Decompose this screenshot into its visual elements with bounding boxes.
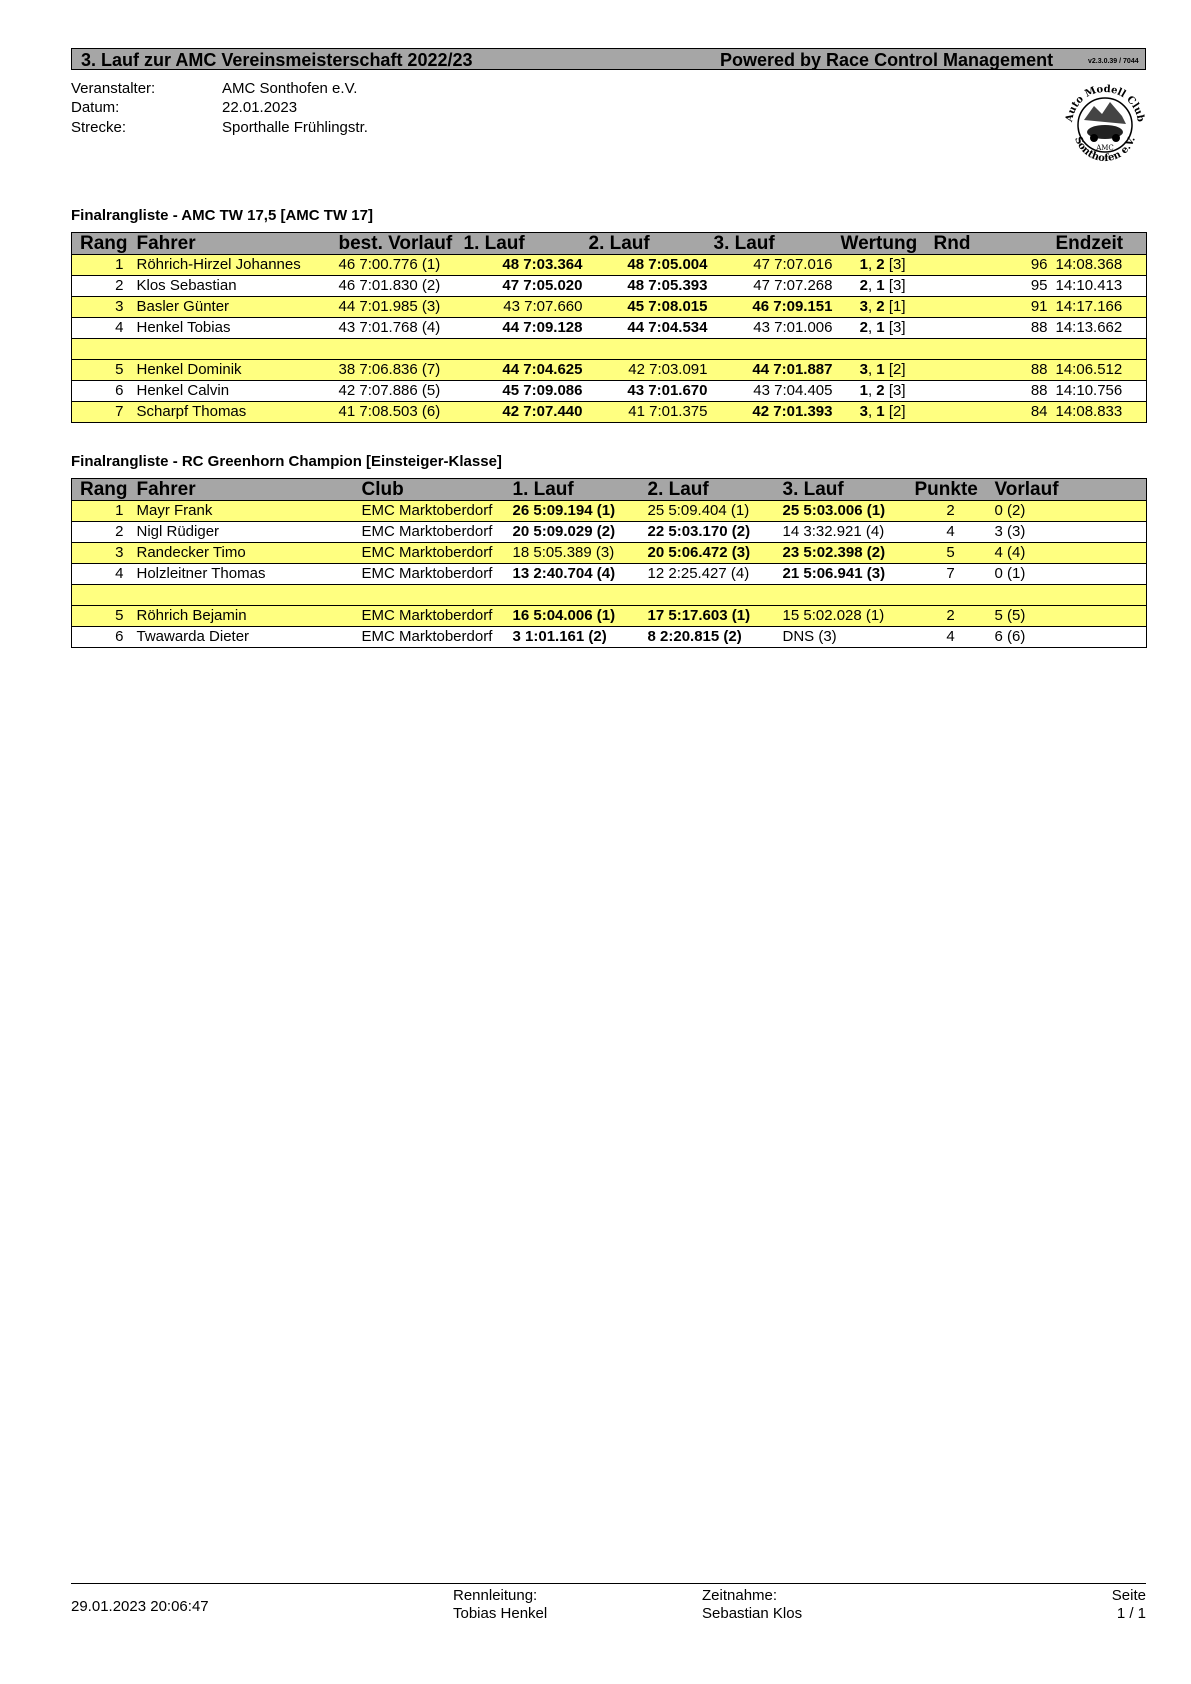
rounds-cell: 88 (934, 381, 1054, 402)
rating-first: 2 (859, 319, 868, 336)
logo-text-mid: AMC (1096, 144, 1114, 152)
run3-cell: 44 7:01.887 (714, 360, 839, 381)
best-heat-cell: 42 7:07.886 (5) (337, 381, 464, 402)
rank-cell: 6 (72, 627, 132, 648)
rating-separator: , (867, 403, 877, 420)
powered-by: Powered by Race Control Management (720, 50, 1054, 70)
table-row (72, 255, 1147, 276)
driver-cell: Henkel Dominik (132, 360, 337, 381)
endtime-cell: 14:06.512 (1054, 360, 1147, 381)
col-header-run2: 2. Lauf (644, 479, 779, 501)
rating-first: 3 (859, 361, 868, 378)
table-row (72, 522, 1147, 543)
rounds-cell: 95 (934, 276, 1054, 297)
run2-cell: 41 7:01.375 (589, 402, 714, 423)
rating-separator: , (867, 298, 877, 315)
rating-second: 1 (876, 277, 885, 294)
driver-cell: Holzleitner Thomas (132, 564, 359, 585)
spacer-cell (72, 585, 1147, 606)
organizer-value: AMC Sonthofen e.V. (222, 80, 358, 97)
points-cell: 2 (915, 606, 987, 627)
table-spacer-row (72, 339, 1147, 360)
run3-cell: 43 7:01.006 (714, 318, 839, 339)
timing-name: Sebastian Klos (702, 1605, 803, 1622)
logo-text-top: Auto Modell Club (1064, 83, 1146, 123)
rating-first: 3 (859, 298, 868, 315)
best-heat-cell: 38 7:06.836 (7) (337, 360, 464, 381)
run3-cell: 42 7:01.393 (714, 402, 839, 423)
race-control-label: Rennleitung: (453, 1587, 538, 1604)
run1-cell: 3 1:01.161 (2) (509, 627, 644, 648)
col-header-rank: Rang (72, 479, 132, 501)
table-row (72, 360, 1147, 381)
rating-second: 2 (876, 298, 885, 315)
rating-dropped: [3] (888, 319, 906, 336)
rating-dropped: [1] (888, 298, 906, 315)
run1-cell: 42 7:07.440 (464, 402, 589, 423)
rating-first: 2 (859, 277, 868, 294)
rating-cell (839, 402, 934, 423)
run2-cell: 20 5:06.472 (3) (644, 543, 779, 564)
rounds-cell: 91 (934, 297, 1054, 318)
points-cell: 4 (915, 627, 987, 648)
rank-cell: 6 (72, 381, 132, 402)
endtime-cell: 14:10.413 (1054, 276, 1147, 297)
run3-cell: 23 5:02.398 (2) (779, 543, 915, 564)
endtime-cell: 14:17.166 (1054, 297, 1147, 318)
rating-cell (839, 381, 934, 402)
run1-cell: 13 2:40.704 (4) (509, 564, 644, 585)
run1-cell: 48 7:03.364 (464, 255, 589, 276)
table-header-row (72, 233, 1147, 255)
col-header-endtime: Endzeit (1054, 233, 1147, 255)
rating-cell (839, 318, 934, 339)
table-row (72, 381, 1147, 402)
best-heat-cell: 41 7:08.503 (6) (337, 402, 464, 423)
rating-separator: , (867, 361, 877, 378)
best-heat-cell: 46 7:00.776 (1) (337, 255, 464, 276)
date-label: Datum: (71, 99, 120, 116)
footer-divider (71, 1583, 1146, 1584)
col-header-rounds: Rnd (934, 233, 1054, 255)
points-cell: 4 (915, 522, 987, 543)
driver-cell: Röhrich-Hirzel Johannes (132, 255, 337, 276)
table-row (72, 627, 1147, 648)
col-header-run3: 3. Lauf (714, 233, 839, 255)
col-header-run3: 3. Lauf (779, 479, 915, 501)
results-table-tw17 (71, 232, 1147, 423)
table-row (72, 501, 1147, 522)
date-value: 22.01.2023 (222, 99, 298, 116)
run1-cell: 20 5:09.029 (2) (509, 522, 644, 543)
col-header-driver: Fahrer (132, 233, 337, 255)
table-row (72, 402, 1147, 423)
points-cell: 5 (915, 543, 987, 564)
driver-cell: Scharpf Thomas (132, 402, 337, 423)
rank-cell: 4 (72, 318, 132, 339)
col-header-rank: Rang (72, 233, 132, 255)
rank-cell: 2 (72, 276, 132, 297)
col-header-best-heat: best. Vorlauf (337, 233, 464, 255)
endtime-cell: 14:08.833 (1054, 402, 1147, 423)
race-control-name: Tobias Henkel (453, 1605, 548, 1622)
club-cell: EMC Marktoberdorf (359, 564, 509, 585)
run3-cell: DNS (3) (779, 627, 915, 648)
driver-cell: Klos Sebastian (132, 276, 337, 297)
club-cell: EMC Marktoberdorf (359, 606, 509, 627)
heat-cell: 3 (3) (987, 522, 1147, 543)
col-header-rating: Wertung (839, 233, 934, 255)
table-row (72, 318, 1147, 339)
rating-cell (839, 297, 934, 318)
run3-cell: 25 5:03.006 (1) (779, 501, 915, 522)
rank-cell: 2 (72, 522, 132, 543)
heat-cell: 5 (5) (987, 606, 1147, 627)
run1-cell: 45 7:09.086 (464, 381, 589, 402)
driver-cell: Henkel Tobias (132, 318, 337, 339)
driver-cell: Twawarda Dieter (132, 627, 359, 648)
run3-cell: 47 7:07.016 (714, 255, 839, 276)
run3-cell: 43 7:04.405 (714, 381, 839, 402)
rating-cell (839, 255, 934, 276)
rating-first: 1 (859, 256, 868, 273)
run1-cell: 44 7:04.625 (464, 360, 589, 381)
col-header-run2: 2. Lauf (589, 233, 714, 255)
run2-cell: 44 7:04.534 (589, 318, 714, 339)
rounds-cell: 84 (934, 402, 1054, 423)
run2-cell: 45 7:08.015 (589, 297, 714, 318)
rating-second: 2 (876, 382, 885, 399)
driver-cell: Randecker Timo (132, 543, 359, 564)
rounds-cell: 96 (934, 255, 1054, 276)
run1-cell: 18 5:05.389 (3) (509, 543, 644, 564)
rating-dropped: [2] (888, 361, 906, 378)
run1-cell: 47 7:05.020 (464, 276, 589, 297)
col-header-points: Punkte (915, 479, 987, 501)
report-title: 3. Lauf zur AMC Vereinsmeisterschaft 2022/23 (81, 50, 473, 70)
rating-first: 3 (859, 403, 868, 420)
rating-dropped: [3] (888, 382, 906, 399)
organizer-label: Veranstalter: (71, 80, 156, 97)
rank-cell: 1 (72, 501, 132, 522)
rating-separator: , (867, 256, 877, 273)
table-row (72, 276, 1147, 297)
version-label: v2.3.0.39 / 7044 (1088, 58, 1139, 65)
page-label: Seite (1111, 1587, 1146, 1604)
points-cell: 2 (915, 501, 987, 522)
spacer-cell (72, 339, 1147, 360)
run2-cell: 48 7:05.004 (589, 255, 714, 276)
rating-second: 1 (876, 319, 885, 336)
rank-cell: 4 (72, 564, 132, 585)
run1-cell: 44 7:09.128 (464, 318, 589, 339)
rating-first: 1 (859, 382, 868, 399)
endtime-cell: 14:13.662 (1054, 318, 1147, 339)
heat-cell: 0 (1) (987, 564, 1147, 585)
print-timestamp: 29.01.2023 20:06:47 (71, 1598, 209, 1615)
club-cell: EMC Marktoberdorf (359, 501, 509, 522)
heat-cell: 0 (2) (987, 501, 1147, 522)
run1-cell: 16 5:04.006 (1) (509, 606, 644, 627)
run3-cell: 14 3:32.921 (4) (779, 522, 915, 543)
table2-title: Finalrangliste - RC Greenhorn Champion [Einsteiger-Klasse] (71, 453, 502, 470)
club-logo (1060, 80, 1150, 170)
rating-cell (839, 276, 934, 297)
table-spacer-row (72, 585, 1147, 606)
run2-cell: 42 7:03.091 (589, 360, 714, 381)
table1-title: Finalrangliste - AMC TW 17,5 [AMC TW 17] (71, 207, 373, 224)
track-label: Strecke: (71, 119, 127, 136)
rating-separator: , (867, 319, 877, 336)
rounds-cell: 88 (934, 318, 1054, 339)
driver-cell: Basler Günter (132, 297, 337, 318)
best-heat-cell: 44 7:01.985 (3) (337, 297, 464, 318)
run1-cell: 43 7:07.660 (464, 297, 589, 318)
run3-cell: 21 5:06.941 (3) (779, 564, 915, 585)
rank-cell: 1 (72, 255, 132, 276)
endtime-cell: 14:08.368 (1054, 255, 1147, 276)
timing-label: Zeitnahme: (702, 1587, 778, 1604)
run2-cell: 43 7:01.670 (589, 381, 714, 402)
endtime-cell: 14:10.756 (1054, 381, 1147, 402)
driver-cell: Henkel Calvin (132, 381, 337, 402)
rating-separator: , (867, 277, 877, 294)
run2-cell: 8 2:20.815 (2) (644, 627, 779, 648)
club-cell: EMC Marktoberdorf (359, 543, 509, 564)
rating-cell (839, 360, 934, 381)
rank-cell: 5 (72, 360, 132, 381)
results-table-greenhorn (71, 478, 1147, 648)
club-cell: EMC Marktoberdorf (359, 627, 509, 648)
table-row (72, 543, 1147, 564)
run2-cell: 17 5:17.603 (1) (644, 606, 779, 627)
rating-dropped: [2] (888, 403, 906, 420)
heat-cell: 6 (6) (987, 627, 1147, 648)
col-header-run1: 1. Lauf (464, 233, 589, 255)
run3-cell: 15 5:02.028 (1) (779, 606, 915, 627)
track-value: Sporthalle Frühlingstr. (222, 119, 368, 136)
rating-separator: , (867, 382, 877, 399)
run2-cell: 22 5:03.170 (2) (644, 522, 779, 543)
logo-text-bottom: Sonthofen e.V. (1072, 135, 1138, 165)
run2-cell: 48 7:05.393 (589, 276, 714, 297)
rating-second: 2 (876, 256, 885, 273)
run2-cell: 12 2:25.427 (4) (644, 564, 779, 585)
rating-dropped: [3] (888, 256, 906, 273)
page-number: 1 / 1 (1116, 1605, 1146, 1622)
club-cell: EMC Marktoberdorf (359, 522, 509, 543)
report-title-bar (71, 48, 1146, 70)
rating-second: 1 (876, 403, 885, 420)
table-row (72, 564, 1147, 585)
rating-dropped: [3] (888, 277, 906, 294)
rating-second: 1 (876, 361, 885, 378)
driver-cell: Mayr Frank (132, 501, 359, 522)
run1-cell: 26 5:09.194 (1) (509, 501, 644, 522)
best-heat-cell: 46 7:01.830 (2) (337, 276, 464, 297)
rank-cell: 7 (72, 402, 132, 423)
best-heat-cell: 43 7:01.768 (4) (337, 318, 464, 339)
rank-cell: 3 (72, 297, 132, 318)
run2-cell: 25 5:09.404 (1) (644, 501, 779, 522)
driver-cell: Nigl Rüdiger (132, 522, 359, 543)
table-header-row (72, 479, 1147, 501)
rounds-cell: 88 (934, 360, 1054, 381)
rank-cell: 3 (72, 543, 132, 564)
run3-cell: 46 7:09.151 (714, 297, 839, 318)
table-row (72, 606, 1147, 627)
run3-cell: 47 7:07.268 (714, 276, 839, 297)
heat-cell: 4 (4) (987, 543, 1147, 564)
col-header-club: Club (359, 479, 509, 501)
rank-cell: 5 (72, 606, 132, 627)
col-header-driver: Fahrer (132, 479, 359, 501)
table-row (72, 297, 1147, 318)
col-header-heat: Vorlauf (987, 479, 1147, 501)
col-header-run1: 1. Lauf (509, 479, 644, 501)
driver-cell: Röhrich Bejamin (132, 606, 359, 627)
points-cell: 7 (915, 564, 987, 585)
